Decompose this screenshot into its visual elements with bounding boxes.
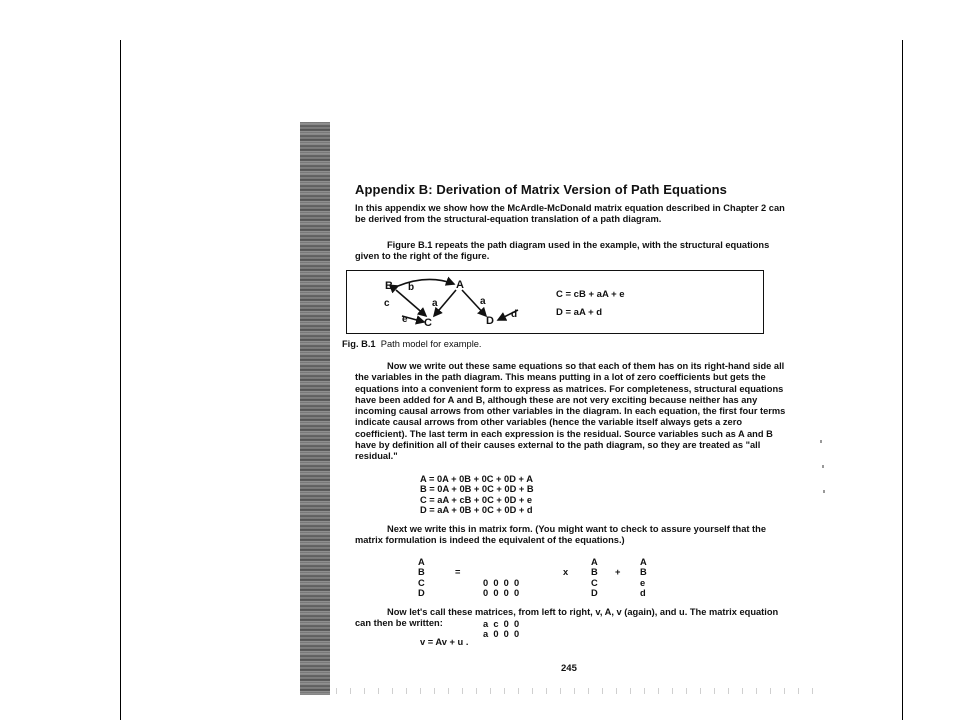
path-diagram <box>346 270 546 334</box>
node-b: B <box>385 280 393 292</box>
paragraph-matrix-intro: Next we write this in matrix form. (You might want to check to assure yourself that the matrix formulation is indeed the equivalent of the equations.) <box>355 524 767 546</box>
page-binding-shadow <box>300 122 330 695</box>
matrix-times-sign: x <box>563 567 569 577</box>
path-label-c: c <box>384 298 390 309</box>
scan-speck <box>820 440 822 443</box>
right-frame-line <box>902 40 903 720</box>
matrix-u: A B e d <box>640 557 647 598</box>
equation-list <box>420 474 534 516</box>
figure-equation-c: C = cB + aA + e <box>556 289 625 300</box>
final-matrix-equation: v = Av + u . <box>420 637 469 647</box>
scan-speck <box>823 490 825 493</box>
equation-d: D = aA + 0B + 0C + 0D + d <box>420 505 533 516</box>
path-label-d: d <box>511 309 518 320</box>
path-label-a-to-c: a <box>432 298 438 309</box>
matrix-a: 0 0 0 0 0 0 0 0 a c 0 0 a 0 0 0 <box>483 577 520 640</box>
paragraph-figure-ref: Figure B.1 repeats the path diagram used in the example, with the structural equations given to the right of the figure. <box>355 240 770 262</box>
figure-equation-d: D = aA + d <box>556 307 603 318</box>
figure-caption <box>342 339 482 349</box>
equation-a: A = 0A + 0B + 0C + 0D + A <box>420 474 533 484</box>
page-title: Appendix B: Derivation of Matrix Version of Path Equations <box>355 182 728 197</box>
paragraph-explanation: Now we write out these same equations so that each of them has on its right-hand side all the variables in the path diagram. This means putting in a lot of zero coefficients but gets the equations into a convenient form to express as matrices. For completeness, structural equations have been added for A and B, although these are not very exciting because neither has any incoming causal arrows from other variables in the diagram. In each equation, the first four terms indicate causal arrows from other variables (hence the variable itself always gets a zero coefficient). The last term in each expression is the residual. Source variables such as A and B have by definition all of their causes external to the path diagram, so they are treated as "all residual." <box>355 361 786 462</box>
scan-speck <box>822 465 824 468</box>
equation-b: B = 0A + 0B + 0C + 0D + B <box>420 484 534 495</box>
node-d: D <box>486 315 494 327</box>
equation-c: C = aA + cB + 0C + 0D + e <box>420 494 533 505</box>
page-number: 245 <box>561 663 577 674</box>
matrix-plus-sign: + <box>615 567 621 577</box>
figure-caption-text: Path model for example. <box>380 339 482 349</box>
path-label-e: e <box>402 314 408 325</box>
path-label-b: b <box>408 282 415 293</box>
arrow-b-to-c <box>396 290 426 316</box>
paragraph-intro: In this appendix we show how the McArdle-McDonald matrix equation described in Chapter 2 can be derived from the structural-equation translation of a path diagram. <box>355 203 785 225</box>
path-label-a-to-d: a <box>480 296 486 307</box>
paragraph-matrix-naming: Now let's call these matrices, from left to right, v, A, v (again), and u. The matrix equation can then be written: <box>355 607 779 629</box>
matrix-v-left: A B C D <box>418 557 425 598</box>
arrow-b-covariance <box>398 279 454 286</box>
scan-noise <box>330 688 820 694</box>
node-a: A <box>456 279 464 291</box>
figure-caption-label: Fig. B.1 <box>342 339 376 349</box>
left-frame-line <box>120 40 121 720</box>
matrix-equals-sign: = <box>455 567 461 577</box>
node-c: C <box>424 317 432 329</box>
matrix-v-right: A B C D <box>591 557 598 598</box>
